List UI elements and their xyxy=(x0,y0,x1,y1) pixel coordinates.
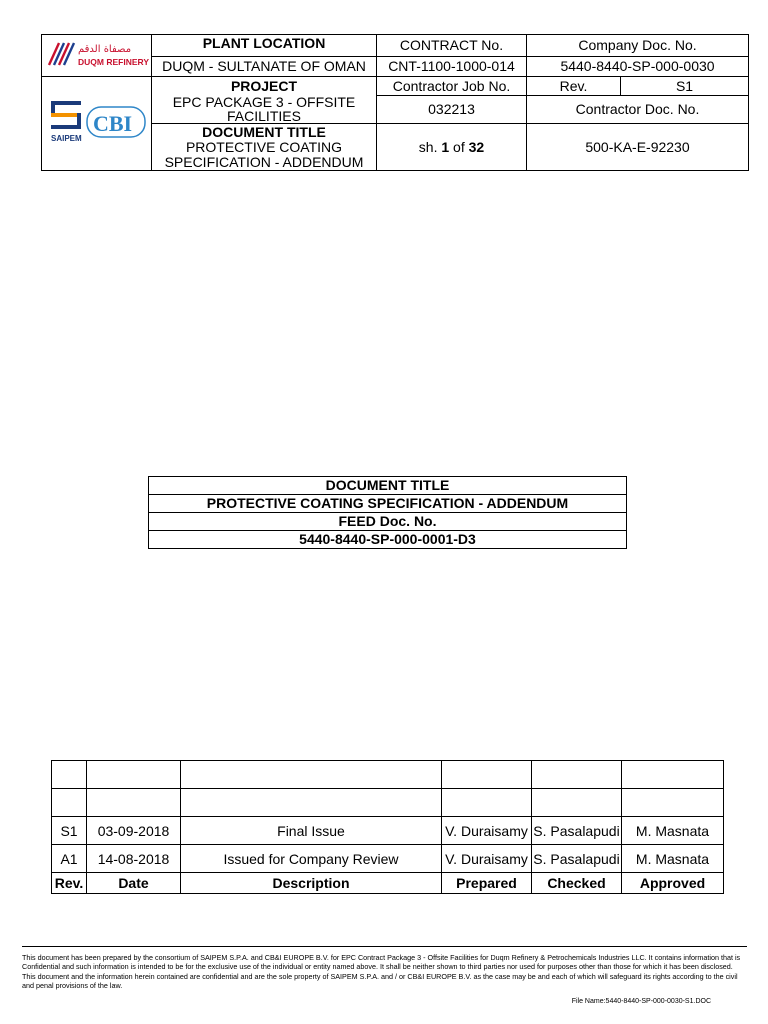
table-row xyxy=(52,761,724,789)
feed-doc-label: FEED Doc. No. xyxy=(149,513,627,531)
contractor-job-value: 032213 xyxy=(377,95,527,124)
feed-doc-value: 5440-8440-SP-000-0001-D3 xyxy=(149,531,627,549)
company-doc-label: Company Doc. No. xyxy=(527,35,749,57)
footer-divider xyxy=(22,946,747,947)
rev-label: Rev. xyxy=(527,77,621,95)
header-approved: Approved xyxy=(622,873,724,894)
header-date: Date xyxy=(87,873,181,894)
contractor-doc-value: 500-KA-E-92230 xyxy=(527,124,749,171)
prepared-cell: V. Duraisamy xyxy=(442,845,532,873)
table-header-row xyxy=(52,873,724,894)
sheet-prefix: sh. xyxy=(418,138,438,155)
contract-no-value: CNT-1100-1000-014 xyxy=(377,56,527,77)
header-description: Description xyxy=(181,873,442,894)
contractor-logos xyxy=(42,77,152,171)
date-cell: 14-08-2018 xyxy=(87,845,181,873)
checked-cell: S. Pasalapudi xyxy=(532,817,622,845)
checked-cell: S. Pasalapudi xyxy=(532,845,622,873)
document-title-label: DOCUMENT TITLE xyxy=(202,123,326,140)
duqm-refinery-logo xyxy=(42,35,152,77)
cbi-logo-text: CBI xyxy=(92,111,132,137)
saipem-logo-icon xyxy=(51,101,82,143)
sheet-counter xyxy=(377,124,527,171)
prepared-cell: V. Duraisamy xyxy=(442,817,532,845)
contractor-job-label: Contractor Job No. xyxy=(377,77,527,95)
document-title-cell xyxy=(152,124,377,171)
contractor-doc-label: Contractor Doc. No. xyxy=(527,95,749,124)
title-block-label: DOCUMENT TITLE xyxy=(149,477,627,495)
confidentiality-notice: This document has been prepared by the consortium of SAIPEM S.P.A. and CB&I EUROPE B.V. for EPC Contract Package 3 - Offsite Facilities for Duqm Refinery & Petrochemicals Industries LLC. It contains information that is Confidential and such information is intended to be for the exclusive use of the individual or entity named above. It shall be neither shown to third parties nor used for purposes other than those for which it has been disclosed. This document and the information herein contained are confidential and are the sole property of SAIPEM S.P.A. and / or CB&I EUROPE B.V. as the case may be and each of which will safeguard its rights according to the civil and penal provisions of the law. xyxy=(22,953,741,991)
rev-value: S1 xyxy=(621,77,749,95)
project-value: EPC PACKAGE 3 - OFFSITE FACILITIES xyxy=(152,95,377,124)
table-row xyxy=(52,789,724,817)
sheet-current: 1 xyxy=(441,138,450,155)
rev-cell: S1 xyxy=(52,817,87,845)
revision-table xyxy=(51,760,724,894)
title-block-title: PROTECTIVE COATING SPECIFICATION - ADDENDUM xyxy=(149,495,627,513)
project-label-cell xyxy=(152,77,377,95)
sheet-total: 32 xyxy=(468,138,485,155)
project-label: PROJECT xyxy=(230,77,298,94)
document-title-value: PROTECTIVE COATING SPECIFICATION - ADDENDUM xyxy=(164,138,364,170)
duqm-arabic-text: مصفاة الدقم xyxy=(77,44,131,56)
date-cell: 03-09-2018 xyxy=(87,817,181,845)
plant-location-label: PLANT LOCATION xyxy=(202,35,326,51)
plant-location-value: DUQM - SULTANATE OF OMAN xyxy=(152,56,377,77)
header-rev: Rev. xyxy=(52,873,87,894)
company-doc-value: 5440-8440-SP-000-0030 xyxy=(527,56,749,77)
description-cell: Issued for Company Review xyxy=(181,845,442,873)
saipem-logo-text: SAIPEM xyxy=(50,134,82,144)
plant-location-cell xyxy=(152,35,377,57)
approved-cell: M. Masnata xyxy=(622,845,724,873)
document-header xyxy=(41,34,749,171)
duqm-stripes-icon xyxy=(49,43,74,65)
contract-no-label: CONTRACT No. xyxy=(377,35,527,57)
title-block xyxy=(148,476,627,549)
description-cell: Final Issue xyxy=(181,817,442,845)
table-row xyxy=(52,845,724,873)
rev-cell: A1 xyxy=(52,845,87,873)
header-prepared: Prepared xyxy=(442,873,532,894)
cbi-logo-icon xyxy=(87,107,145,137)
approved-cell: M. Masnata xyxy=(622,817,724,845)
header-checked: Checked xyxy=(532,873,622,894)
duqm-logo-text: DUQM REFINERY xyxy=(77,57,149,68)
sheet-of: of xyxy=(453,138,465,155)
file-name: File Name:5440-8440-SP-000-0030-S1.DOC xyxy=(571,998,711,1005)
table-row xyxy=(52,817,724,845)
